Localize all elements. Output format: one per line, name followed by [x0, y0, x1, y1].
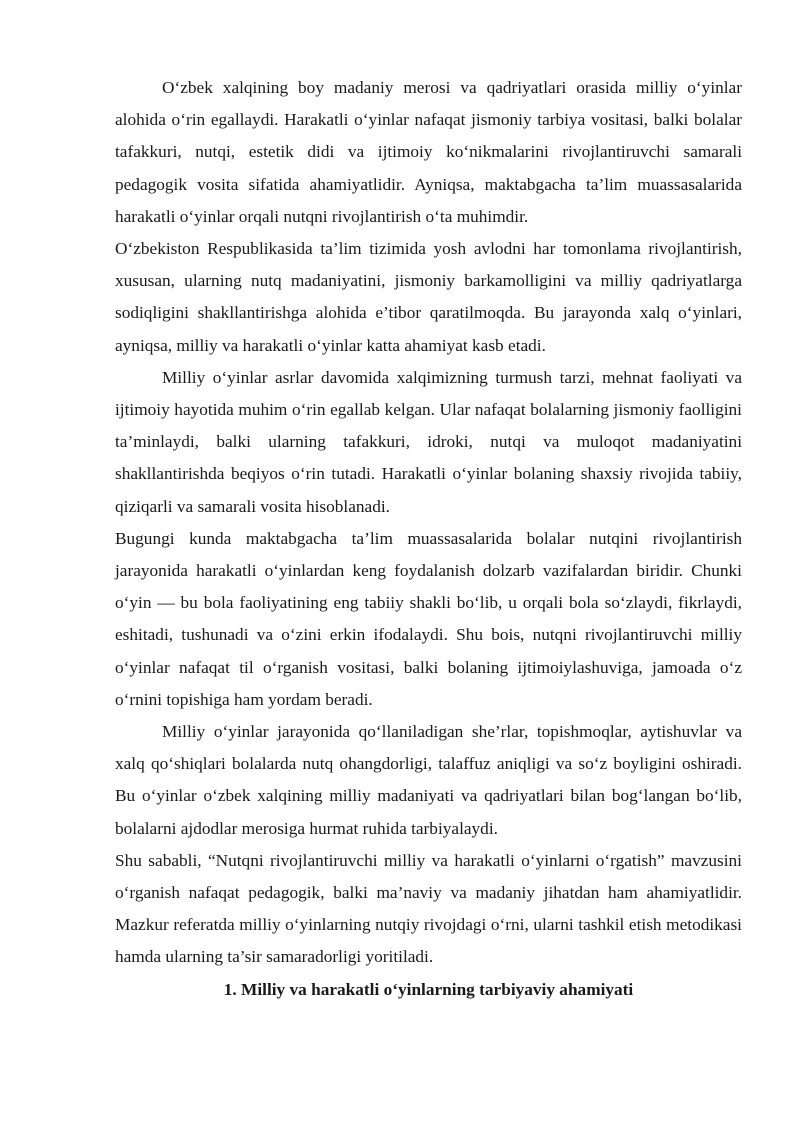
paragraph-today: Bugungi kunda maktabgacha ta’lim muassasalarida bolalar nutqini rivojlantirish jarayonida harakatli o‘yinlardan keng foydalanish dolzarb vazifalardan biridir. Chunki o‘yin — bu bola faoliyatining eng tabiiy shakli bo‘lib, u orqali bola so‘zlaydi, fikrlaydi, eshitadi, tushunadi va o‘zini erkin ifodalaydi. Shu bois, nutqni rivojlantiruvchi milliy o‘yinlar nafaqat til o‘rganish vositasi, balki bolaning ijtimoiylashuviga, jamoada o‘z o‘rnini topishiga ham yordam beradi.: [115, 528, 742, 709]
paragraph-national-games: Milliy o‘yinlar asrlar davomida xalqimizning turmush tarzi, mehnat faoliyati va ijtimoiy hayotida muhim o‘rin egallab kelgan. Ular nafaqat bolalarning jismoniy faolligini ta’minlaydi, balki ularning tafakkuri, idroki, nutqi va muloqot madaniyatini shakllantirishda beqiyos o‘rin tutadi. Harakatli o‘yinlar bolaning shaxsiy rivojida tabiiy, qiziqarli va samarali vosita hisoblanadi.: [115, 367, 742, 516]
section-heading: 1. Milliy va harakatli o‘yinlarning tarbiyaviy ahamiyati: [223, 979, 634, 999]
paragraph-conclusion: Shu sababli, “Nutqni rivojlantiruvchi milliy va harakatli o‘yinlarni o‘rgatish” mavzusini o‘rganish nafaqat pedagogik, balki ma’naviy va madaniy jihatdan ham ahamiyatlidir. Mazkur referatda milliy o‘yinlarning nutqiy rivojdagi o‘rni, ularni tashkil etish metodikasi hamda ularning ta’sir samaradorligi yoritiladi.: [115, 850, 742, 967]
paragraph-intro: O‘zbek xalqining boy madaniy merosi va qadriyatlari orasida milliy o‘yinlar alohida o‘rin egallaydi. Harakatli o‘yinlar nafaqat jismoniy tarbiya vositasi, balki bolalar tafakkuri, nutqi, estetik didi va ijtimoiy ko‘nikmalarini rivojlantiruvchi samarali pedagogik vosita sifatida ahamiyatlidir. Ayniqsa, maktabgacha ta’lim muassasalarida harakatli o‘yinlar orqali nutqni rivojlantirish o‘ta muhimdir.: [115, 78, 742, 226]
paragraph-republic: O‘zbekiston Respublikasida ta’lim tizimida yosh avlodni har tomonlama rivojlantirish, xususan, ularning nutq madaniyatini, jismoniy barkamolligini va milliy qadriyatlarga sodiqligini shakllantirishga alohida e’tibor qaratilmoqda. Bu jarayonda xalq o‘yinlari, ayniqsa, milliy va harakatli o‘yinlar katta ahamiyat kasb etadi.: [115, 239, 742, 355]
paragraph-songs: Milliy o‘yinlar jarayonida qo‘llaniladigan she’rlar, topishmoqlar, aytishuvlar va xalq qo‘shiqlari bolalarda nutq ohangdorligi, talaffuz aniqligi va so‘z boyligini oshiradi. Bu o‘yinlar o‘zbek xalqining milliy madaniyati va qadriyatlari bilan bog‘langan bo‘lib, bolalarni ajdodlar merosiga hurmat ruhida tarbiyalaydi.: [115, 722, 742, 838]
document-body: [115, 72, 742, 1006]
